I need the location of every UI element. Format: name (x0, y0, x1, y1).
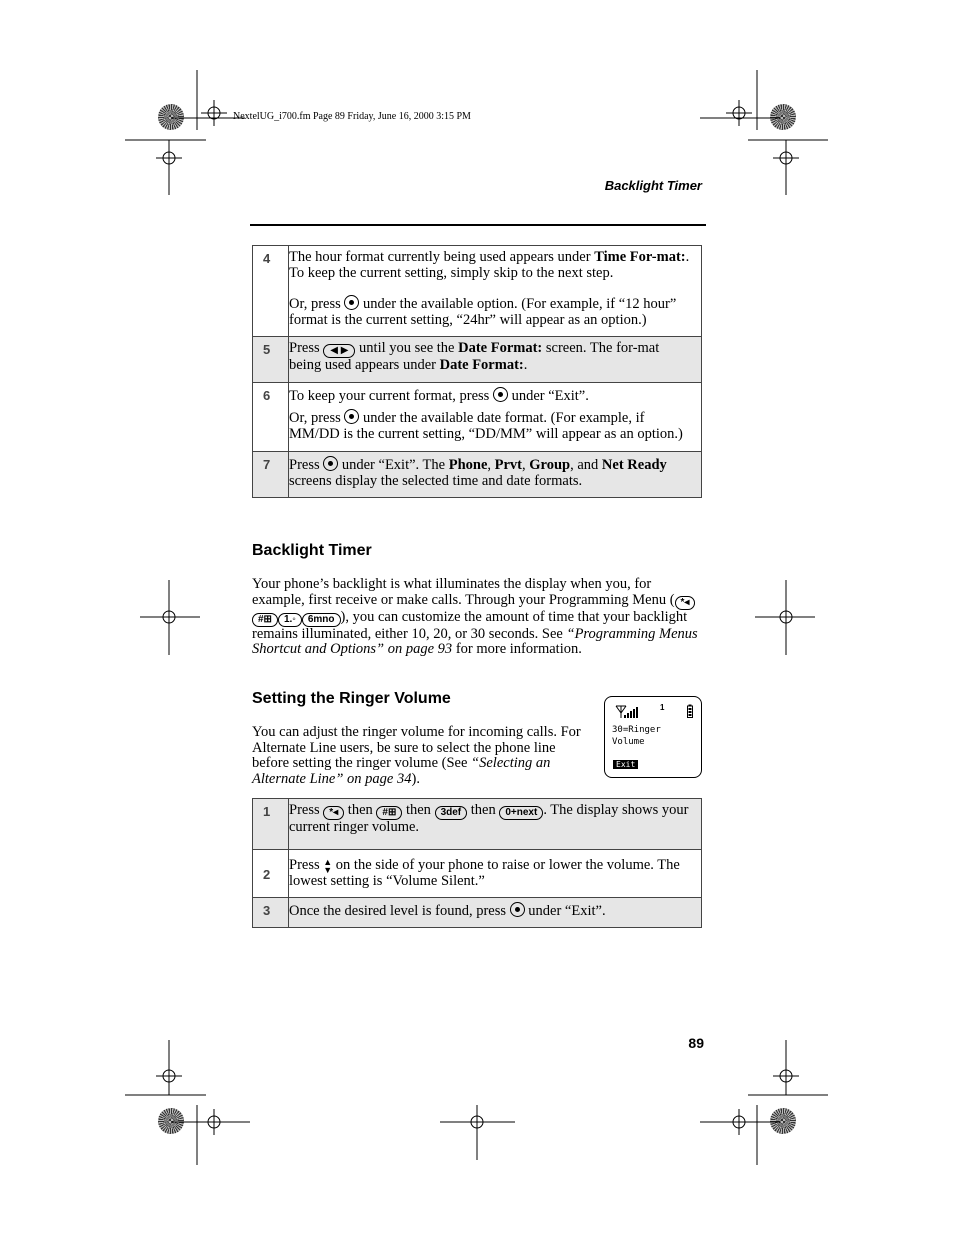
text: , (487, 457, 495, 473)
text: under “Exit”. The (338, 457, 449, 473)
step-number: 5 (253, 337, 289, 383)
text: ). (411, 770, 420, 787)
text: Press (289, 457, 324, 473)
text: ), you can customize the amount of time that your backlight remains illuminated, either 10, 20, or 30 seconds. See (252, 608, 688, 642)
steps-table-ringer (252, 798, 702, 928)
text: , and (570, 457, 602, 473)
running-head: Backlight Timer (604, 178, 702, 193)
select-button-icon (344, 409, 359, 424)
hash-key-icon: #⊞ (376, 806, 402, 820)
text: You can adjust the ringer volume for incoming calls. For Alternate Line users, be sure to select the phone line before setting the ringer volume (See (252, 724, 581, 771)
text: until you see the (355, 340, 459, 356)
text: Or, press (289, 296, 345, 312)
six-key-icon: 6mno (302, 613, 341, 627)
left-right-arrow-key-icon: ◀ ▶ (323, 344, 355, 358)
text: Press (289, 856, 324, 873)
text: Press (289, 802, 324, 818)
table-row (253, 337, 702, 383)
cross-reference-link[interactable]: “Programming Menus Shortcut and Options” on page 93 (252, 625, 698, 657)
table-row (253, 382, 702, 452)
select-button-icon (493, 387, 508, 402)
step-text (289, 849, 702, 898)
text: screens display the selected time and date formats. (289, 472, 583, 489)
signal-strength-icon (615, 705, 639, 719)
step-text (289, 246, 702, 337)
text: then (402, 802, 435, 818)
step-number: 7 (253, 452, 289, 498)
step-number: 6 (253, 382, 289, 452)
select-button-icon (323, 456, 338, 471)
table-row (253, 799, 702, 850)
table-row (253, 452, 702, 498)
text: screen. The for-mat being used appears under (289, 340, 660, 373)
text: The hour format currently being used appears under (289, 249, 595, 265)
select-button-icon (510, 902, 525, 917)
text: Your phone’s backlight is what illuminates the display when you, for example, first receive or make calls. Through your Programming Menu ( (252, 576, 675, 608)
ui-term: Net Ready (601, 457, 667, 473)
ui-term: Prvt (494, 457, 523, 473)
text: under the available option. (For example, if “12 hour” format is the current setting, “24hr” will appear as an option.) (289, 296, 677, 328)
file-info: NextelUG_i700.fm Page 89 Friday, June 16, 2000 3:15 PM (233, 111, 471, 122)
ui-term: Group (529, 457, 571, 473)
text: . To keep the current setting, simply skip to the next step. (289, 249, 690, 281)
step-text (289, 337, 702, 383)
text: . (523, 357, 528, 373)
step-text (289, 452, 702, 498)
text: under “Exit”. (524, 903, 606, 919)
volume-keys-icon: ▲ ▼ (323, 856, 333, 875)
backlight-paragraph (252, 577, 702, 658)
display-line-2: Volume (612, 737, 645, 747)
section-heading-ringer: Setting the Ringer Volume (252, 690, 451, 707)
star-key-icon: *◂ (323, 806, 344, 820)
text: , (522, 457, 530, 473)
steps-table-date-format (252, 245, 702, 498)
step-text (289, 898, 702, 928)
text: then (344, 802, 377, 818)
ui-term: Date Format: (458, 340, 543, 356)
battery-icon (687, 704, 693, 718)
exit-softkey-label: Exit (613, 760, 638, 769)
one-key-icon: 1.◦ (278, 613, 302, 627)
zero-key-icon: 0+next (499, 806, 543, 820)
ui-term: Date Format: (439, 357, 524, 373)
step-number: 3 (253, 898, 289, 928)
text: under the available date format. (For example, if MM/DD is the current setting, “DD/MM” will appear as an option.) (289, 410, 683, 442)
step-text (289, 382, 702, 452)
select-button-icon (344, 295, 359, 310)
text: on the side of your phone to raise or lower the volume. The lowest setting is “Volume Silent.” (289, 856, 680, 889)
ringer-paragraph (252, 725, 587, 787)
text: Once the desired level is found, press (289, 903, 510, 919)
step-number: 2 (253, 849, 289, 898)
text: Or, press (289, 410, 345, 426)
text: under “Exit”. (507, 387, 589, 404)
ui-term: Phone (448, 457, 488, 473)
text: . The display shows your current ringer volume. (289, 802, 689, 835)
text: then (467, 802, 500, 818)
page-number: 89 (688, 1035, 704, 1051)
display-line-1: 30=Ringer (612, 725, 661, 735)
text: for more information. (452, 641, 582, 657)
ui-term: Time For-mat: (594, 249, 686, 265)
header-rule (250, 224, 706, 226)
step-number: 4 (253, 246, 289, 337)
table-row (253, 849, 702, 898)
text: To keep your current format, press (289, 387, 493, 404)
star-key-icon: *◂ (675, 596, 696, 610)
table-row (253, 246, 702, 337)
three-key-icon: 3def (435, 806, 468, 820)
phone-display-illustration (604, 696, 702, 778)
line-indicator: 1 (660, 703, 665, 712)
step-number: 1 (253, 799, 289, 850)
step-text (289, 799, 702, 850)
text: Press (289, 340, 324, 356)
table-row (253, 898, 702, 928)
section-heading-backlight: Backlight Timer (252, 542, 372, 559)
cross-reference-link[interactable]: “Selecting an Alternate Line” on page 34 (252, 755, 551, 787)
hash-key-icon: #⊞ (252, 613, 278, 627)
